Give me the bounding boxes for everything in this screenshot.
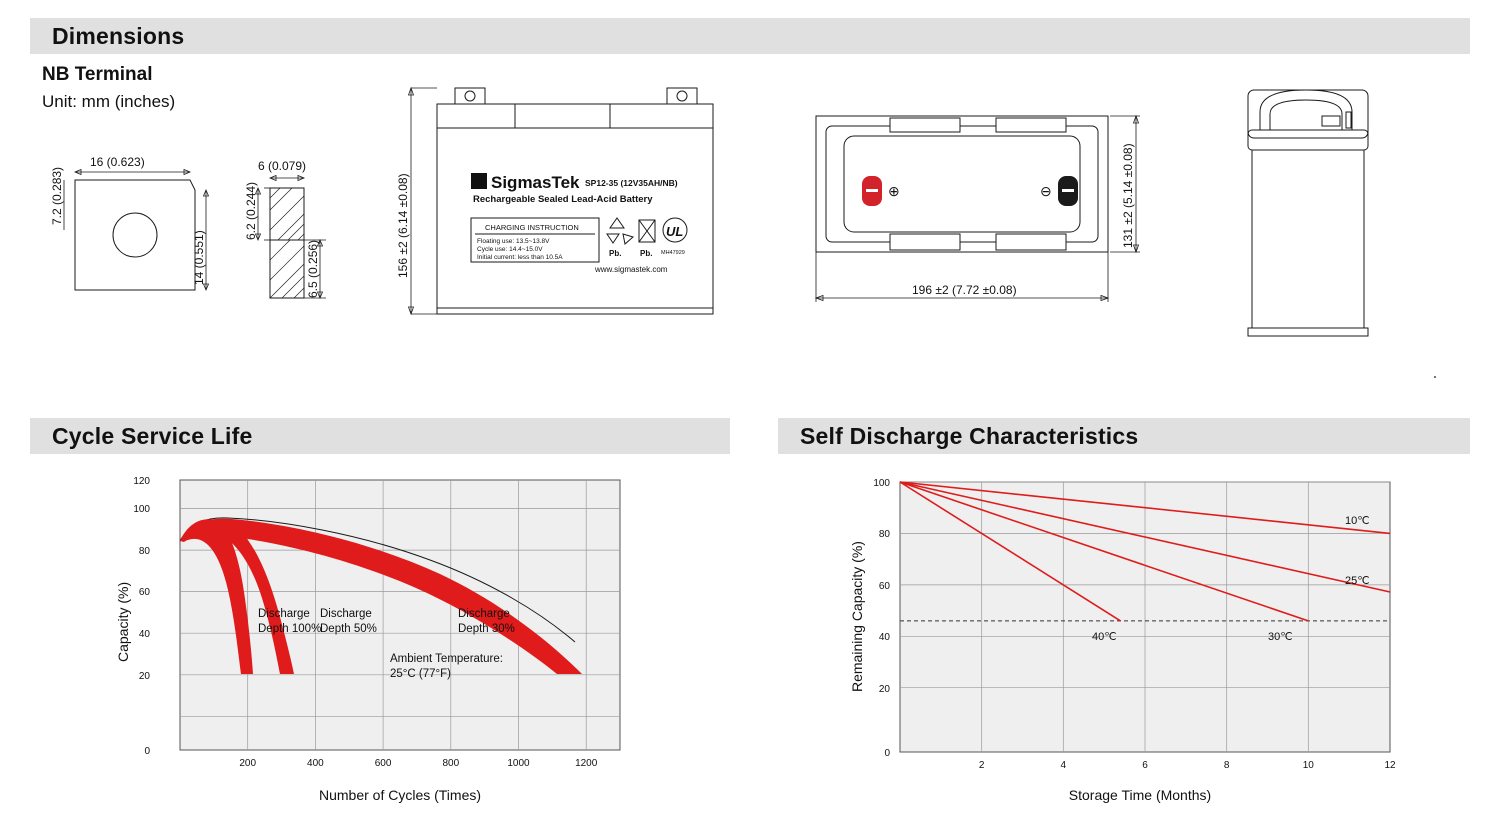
svg-text:Ambient Temperature:: Ambient Temperature: <box>390 653 503 665</box>
battery-label-productline: Rechargeable Sealed Lead-Acid Battery <box>473 194 653 205</box>
recycle-pb-icon <box>607 218 633 258</box>
label-10c: 10℃ <box>1345 515 1370 527</box>
cycle-x-axis-title: Number of Cycles (Times) <box>318 787 482 803</box>
svg-text:Discharge: Discharge <box>320 608 372 620</box>
nb-terminal-subtitle: NB Terminal <box>42 64 153 85</box>
terminal-height-label: 7.2 (0.283) <box>50 166 64 225</box>
no-trash-pb-icon <box>639 220 655 258</box>
charging-title: CHARGING INSTRUCTION <box>485 223 579 232</box>
battery-label-brand <box>471 173 678 192</box>
svg-text:20: 20 <box>138 671 150 682</box>
svg-text:400: 400 <box>307 758 324 769</box>
cycle-title: Cycle Service Life <box>52 422 253 449</box>
self-discharge-title: Self Discharge Characteristics <box>800 422 1139 449</box>
positive-symbol: ⊕ <box>888 183 900 199</box>
battery-top-height-label: 131 ±2 (5.14 ±0.08) <box>1121 143 1135 248</box>
svg-text:Pb.: Pb. <box>640 249 653 258</box>
svg-text:12: 12 <box>1384 760 1396 771</box>
label-40c: 40℃ <box>1092 631 1117 643</box>
svg-text:40: 40 <box>138 629 150 640</box>
svg-text:100: 100 <box>873 478 890 489</box>
battery-front-height-label: 156 ±2 (6.14 ±0.08) <box>396 173 410 278</box>
self-discharge-x-axis-title: Storage Time (Months) <box>1068 787 1212 803</box>
svg-text:600: 600 <box>374 758 392 769</box>
svg-text:SigmasTek: SigmasTek <box>491 173 580 192</box>
battery-front-view <box>395 78 755 328</box>
terminal-side-right-label: 6.5 (0.256) <box>306 239 320 298</box>
svg-text:Depth 100%: Depth 100% <box>258 623 322 635</box>
dimensions-title: Dimensions <box>52 22 185 49</box>
svg-text:0: 0 <box>144 746 150 757</box>
svg-text:Pb.: Pb. <box>609 249 622 258</box>
svg-text:Discharge: Discharge <box>258 608 310 620</box>
svg-text:Depth 50%: Depth 50% <box>320 623 377 635</box>
svg-text:Discharge: Discharge <box>458 608 510 620</box>
page-speck <box>1434 376 1436 378</box>
terminal-side-left-label: 6.2 (0.244) <box>244 181 258 240</box>
svg-text:40: 40 <box>878 632 890 643</box>
svg-text:Initial current: less than 10.: Initial current: less than 10.5A <box>477 254 563 261</box>
cycle-section-header <box>30 418 730 454</box>
svg-text:4: 4 <box>1060 760 1067 771</box>
svg-text:60: 60 <box>138 587 150 598</box>
svg-text:80: 80 <box>878 529 890 540</box>
svg-text:200: 200 <box>239 758 257 769</box>
svg-text:Σ: Σ <box>474 174 482 189</box>
label-30c: 30℃ <box>1268 631 1293 643</box>
cycle-y-axis-title: Capacity (%) <box>115 581 131 662</box>
svg-text:Depth 30%: Depth 30% <box>458 623 515 635</box>
svg-text:25°C (77°F): 25°C (77°F) <box>390 668 451 680</box>
svg-text:60: 60 <box>878 581 890 592</box>
svg-text:6: 6 <box>1142 760 1148 771</box>
battery-side-view <box>1230 78 1430 358</box>
svg-text:UL: UL <box>666 224 684 239</box>
battery-top-width-label: 196 ±2 (7.72 ±0.08) <box>912 283 1017 297</box>
svg-text:MH47929: MH47929 <box>661 250 685 256</box>
negative-symbol: ⊖ <box>1040 183 1052 199</box>
terminal-depth-label: 14 (0.551) <box>192 230 206 285</box>
svg-text:1000: 1000 <box>507 758 530 769</box>
svg-text:120: 120 <box>133 476 150 487</box>
label-25c: 25℃ <box>1345 575 1370 587</box>
svg-text:10: 10 <box>1302 760 1314 771</box>
terminal-width-label: 16 (0.623) <box>90 155 145 169</box>
self-discharge-y-axis-title: Remaining Capacity (%) <box>849 541 865 692</box>
svg-text:1200: 1200 <box>575 758 598 769</box>
battery-top-view <box>800 100 1160 330</box>
svg-text:Floating use: 13.5~13.8V: Floating use: 13.5~13.8V <box>477 238 550 245</box>
svg-text:0: 0 <box>884 748 890 759</box>
ul-listed-icon <box>661 218 687 256</box>
terminal-side-top-label: 6 (0.079) <box>258 159 307 173</box>
svg-text:8: 8 <box>1223 760 1230 771</box>
cycle-service-life-chart <box>110 462 730 822</box>
svg-text:Cycle use: 14.4~15.0V: Cycle use: 14.4~15.0V <box>477 246 543 253</box>
svg-text:800: 800 <box>442 758 460 769</box>
dimensions-section-header <box>30 18 1470 54</box>
self-discharge-section-header <box>778 418 1470 454</box>
unit-note: Unit: mm (inches) <box>42 92 176 111</box>
self-discharge-chart <box>840 462 1460 822</box>
svg-text:20: 20 <box>878 684 890 695</box>
svg-text:SP12-35 (12V35AH/NB): SP12-35 (12V35AH/NB) <box>585 178 678 188</box>
svg-text:2: 2 <box>978 760 985 771</box>
battery-website: www.sigmastek.com <box>595 265 668 274</box>
svg-text:80: 80 <box>138 546 150 557</box>
svg-text:100: 100 <box>133 504 150 515</box>
terminal-detail-drawing <box>30 140 360 330</box>
